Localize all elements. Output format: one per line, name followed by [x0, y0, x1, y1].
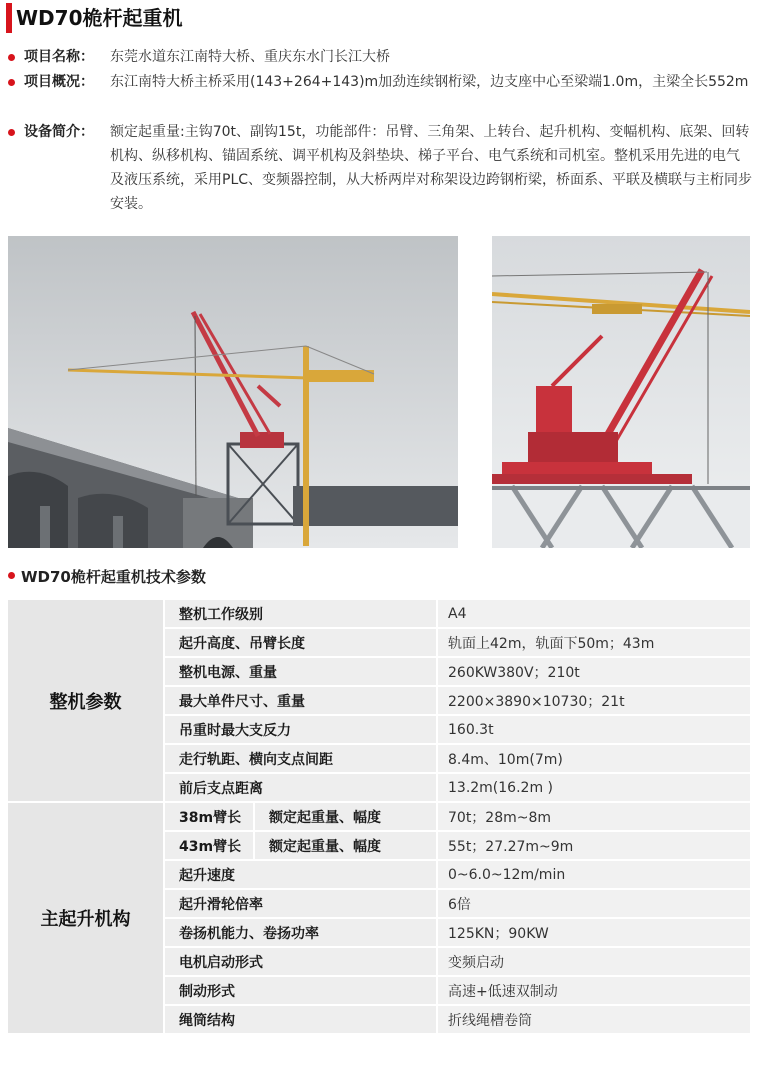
param-name: 制动形式 [165, 977, 436, 1004]
title-accent-bar [6, 3, 12, 33]
param-value: 160.3t [438, 716, 750, 743]
param-name: 起升滑轮倍率 [165, 890, 436, 917]
group-cell-machine: 整机参数 [8, 600, 163, 801]
param-name: 最大单件尺寸、重量 [165, 687, 436, 714]
param-name: 吊重时最大支反力 [165, 716, 436, 743]
param-name: 走行轨距、横向支点间距 [165, 745, 436, 772]
param-value: A4 [438, 600, 750, 627]
param-name: 电机启动形式 [165, 948, 436, 975]
param-value: 轨面上42m，轨面下50m；43m [438, 629, 750, 656]
param-value: 8.4m、10m(7m) [438, 745, 750, 772]
page-title: WD70桅杆起重机 [16, 6, 183, 30]
param-name: 起升高度、吊臂长度 [165, 629, 436, 656]
info-label: 项目概况： [24, 74, 94, 90]
param-value: 6倍 [438, 890, 750, 917]
param-value: 高速+低速双制动 [438, 977, 750, 1004]
info-text: 东江南特大桥主桥采用(143+264+143)m加劲连续钢桁梁，边支座中心至梁端1.0m，主梁全长552m [110, 74, 749, 90]
table-row [8, 803, 750, 830]
param-name: 额定起重量、幅度 [255, 803, 436, 830]
param-value: 13.2m(16.2m ) [438, 774, 750, 801]
info-label: 设备简介： [24, 124, 94, 140]
spec-table [6, 598, 752, 1035]
info-label: 项目名称： [24, 49, 94, 65]
table-row [8, 600, 750, 627]
info-item-project-overview [8, 70, 752, 94]
param-value: 变频启动 [438, 948, 750, 975]
bullet-dot [8, 129, 15, 136]
param-value: 260KW380V；210t [438, 658, 750, 685]
param-name: 起升速度 [165, 861, 436, 888]
param-value: 0~6.0~12m/min [438, 861, 750, 888]
param-value: 70t；28m~8m [438, 803, 750, 830]
boom-length: 43m臂长 [165, 832, 253, 859]
info-text: 额定起重量:主钩70t、副钩15t，功能部件：吊臂、三角架、上转台、起升机构、变幅机构、底架、回转机构、纵移机构、锚固系统、调平机构及斜垫块、梯子平台、电气系统和司机室。整机采用先进的电气及液压系统，采用PLC、变频器控制，从大桥两岸对称架设边跨钢桁梁，桥面系、平联及横联与主桁同步安装。 [110, 124, 753, 212]
param-value: 55t；27.27m~9m [438, 832, 750, 859]
param-name: 绳筒结构 [165, 1006, 436, 1033]
boom-length: 38m臂长 [165, 803, 253, 830]
param-name: 前后支点距离 [165, 774, 436, 801]
bullet-dot [8, 79, 15, 86]
crane-on-bridge-photo [8, 236, 458, 548]
crane-close-up-photo [492, 236, 750, 548]
group-cell-main-hoist: 主起升机构 [8, 803, 163, 1033]
param-name: 整机电源、重量 [165, 658, 436, 685]
info-item-equipment-intro [8, 120, 752, 216]
bullet-dot [8, 54, 15, 61]
param-value: 125KN；90KW [438, 919, 750, 946]
param-name: 整机工作级别 [165, 600, 436, 627]
info-text: 东莞水道东江南特大桥、重庆东水门长江大桥 [110, 49, 390, 65]
param-value: 2200×3890×10730；21t [438, 687, 750, 714]
param-name: 额定起重量、幅度 [255, 832, 436, 859]
spec-section-title [8, 565, 206, 589]
info-item-project-name [8, 45, 752, 69]
param-value: 折线绳槽卷筒 [438, 1006, 750, 1033]
spec-section-title-text: WD70桅杆起重机技术参数 [21, 568, 206, 586]
param-name: 卷扬机能力、卷扬功率 [165, 919, 436, 946]
bullet-dot [8, 572, 15, 579]
